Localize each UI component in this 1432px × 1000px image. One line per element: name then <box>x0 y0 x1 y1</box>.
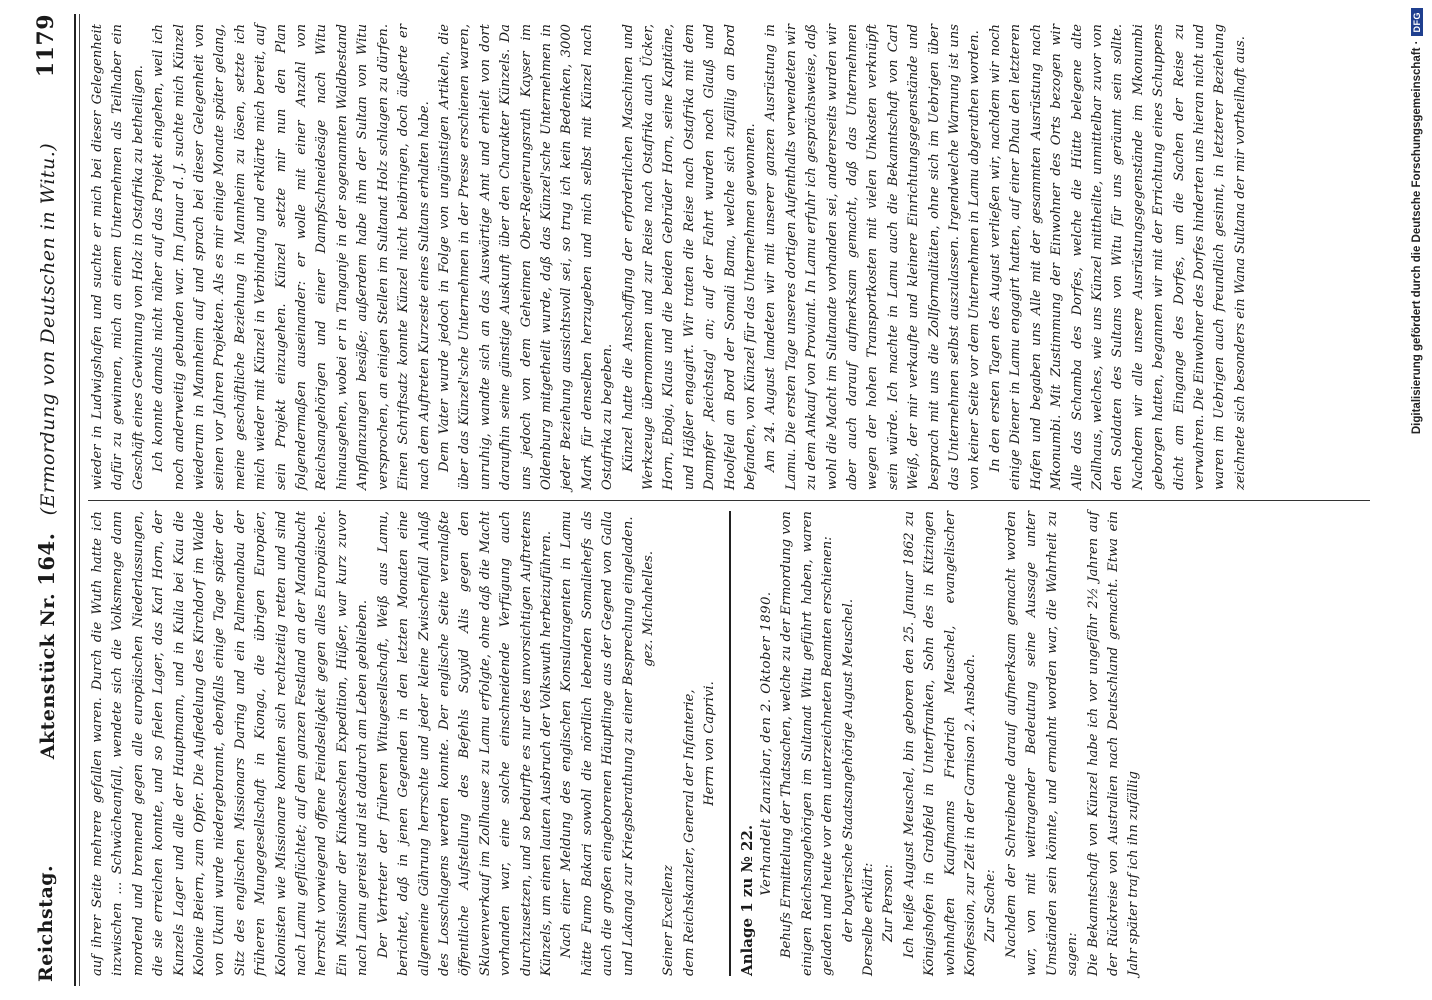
recipient-line: Herrn von Caprivi. <box>702 681 718 806</box>
recipient-line: dem Reichskanzler, General der Infanterie, <box>681 689 697 976</box>
sidebar-text-wrap <box>1406 0 1428 1000</box>
left-paragraph: auf ihrer Seite mehrere gefallen waren. Durch die Wuth hatte ich inzwischen … Schwächeanfall, wendete sich die Volksmenge dann mordend und brennend gegen alle europäischen Niederlassungen, die sie erreichen konnte, und so fielen Lager, das Karl Horn, der Kunzels Lager und alle der Hauptmann, und in Kulia bei Kau die Kolonie Beiern, zum Opfer. Die Aufiedelung des Kirchdorf im Walde von Ukuni wurde niedergebrannt, ebenfalls einige Tage später der Sitz des englischen Missionars Daring und ein Palmenanbau der früheren Mungegesellschaft in Kionga, die übrigen Europäer, Kolonisten wie Missionare konnten sich rechtzeitig retten und sind nach Lamu geflüchtet; auf dem ganzen Festland an der Mandabucht herrscht vorwiegend offene Feindseligkeit gegen alles Europäische. Ein Missionar der Kinakeschen Expedition, Hüßer, war kurz zuvor nach Lamu gereist und ist dadurch am Leben geblieben. <box>90 511 371 976</box>
header-rule <box>74 14 76 986</box>
header-center-number: 164. <box>33 532 59 586</box>
body-paragraph: Nachdem der Schreibende darauf aufmerksam gemacht worden war, von mit weitragender Bedeutung seine Aussage unter Umständen sein könnte, und ermahnt worden war, die Wahrheit zu sagen: <box>1003 511 1081 976</box>
place-date: Verhandelt Zanzibar, den 2. Oktober 1890. <box>759 591 774 896</box>
header-center-paren: (Ermordung von Deutschen in Witu.) <box>36 142 59 516</box>
left-paragraph: Der Vertreter der früheren Witugesellschaft, Weiß aus Lamu, berichtet, daß in jenen Gegenden in den letzten Monaten eine allgemeine Gährung herrschte und jeder kleine Zwischenfall Anlaß des Losschlagens werden konnte. Der englische Seite veranlaßte öffentliche Aufstellung des Befehls Sayyid Alis gegen den Sklavenverkauf im Zollhause zu Lamu erfolgte, ohne daß die Macht vorhanden war, eine solche einschneidende Verfügung auch durchzusetzen, und so bedurfte es nur des unvorsichtigen Auftretens Künzels, um einen lauten Ausbruch der Volkswuth herbeizuführen. <box>375 511 554 976</box>
digitization-sidebar <box>1406 0 1428 1000</box>
header-left: Reichstag. <box>35 864 57 982</box>
right-paragraph: In den ersten Tagen des August verließen wir, nachdem wir noch einige Diener in Lamu engagirt hatten, auf einer Dhau den letzteren Hafen und begaben uns Alle mit der gesammten Ausrüstung nach Mkonumbi. Mit Zustimmung der Einwohner des Orts bezogen wir Alle das Schamba des Dorfes, welche die Hütte belegene alte Zollhaus, welches, wie uns Künzel mittheilte, unmittelbar zuvor von den Soldaten des Sultans von Witu für uns geräumt sein sollte. Nachdem wir alle unsere Ausrüstungsgegenstände im Mkonumbi geborgen hatten, begannen wir mit der Errichtung eines Schuppens dicht am Eingange des Dorfes, um die Sachen der Reise zu verwahren. Die Einwohner des Dorfes hinderten uns hieran nicht und waren im Uebrigen auch freundlich gesinnt, in letzterer Beziehung zeichnete sich besonders ein Wana Sultana der mir vortheilhaft aus. <box>987 24 1248 490</box>
left-column <box>88 500 1370 986</box>
body-paragraph: Ich heiße August Meuschel, bin geboren den 25. Januar 1862 zu Königshofen in Grabfeld in Unterfranken, Sohn des in Kitzingen wohnhaften Kaufmanns Friedrich Meuschel, evangelischer Konfession, zur Zeit in der Garnison 2. Ansbach. <box>901 511 979 976</box>
page-number: 1179 <box>33 14 59 78</box>
right-paragraph: Am 24. August landeten wir mit unserer ganzen Ausrüstung in Lamu. Die ersten Tage unseres dortigen Aufenthalts verwendeten wir zu dem Ankauf von Proviant. In Lamu erfuhr ich gesprächsweise, daß wohl die Macht im Sultanate vorhanden sei, andererseits wurden wir aber auch darauf aufmerksam gemacht, daß das Unternehmen wegen der hohen Transportkosten mit vielen Unkosten verknüpft sein würde. Ich machte in Lamu auch die Bekanntschaft von Carl Weiß, der mir verkaufte und kleinere Einrichtungsgegenstände und besprach mit uns die Zollformalitäten, ohne sich im Uebrigen über das Unternehmen selbst auszulassen. Irgendwelche Warnung ist uns von keiner Seite vor dem Unternehmen in Lamu abgerathen worden. <box>763 24 983 490</box>
right-paragraph: wieder in Ludwigshafen und suchte er mich bei dieser Gelegenheit dafür zu gewinnen, mich an einem Unternehmen als Teilhaber ein Geschäft eines Gewinnung von Holz in Ostafrika zu betheiligen. <box>90 24 146 490</box>
sidebar-text: Digitalisierung gefördert durch die Deutsche Forschungsgemeinschaft · <box>1411 40 1423 435</box>
right-column <box>88 14 1370 500</box>
text-columns <box>88 14 1370 986</box>
left-paragraph: Nach einer Meldung des englischen Konsularagenten in Lamu hätte Fumo Bakari sowohl die nördlich lebenden Somaliehefs als auch die großen eingeborenen Häuptlinge aus der Gegend von Galla und Lakanga zur Kriegsberathung zu einer Besprechung eingeladen. <box>559 511 636 976</box>
recipient-line: Seiner Excellenz <box>661 865 677 976</box>
header-center <box>34 77 59 865</box>
page-header <box>20 14 72 982</box>
header-rule-thin <box>79 14 80 986</box>
signature: gez. Michahelles. <box>640 551 656 667</box>
right-paragraph: Dem Vater wurde jedoch in Folge von ungünstigen Artikeln, die über das Künzel'sche Unternehmen in der Presse erschienen waren, unruhig, wandte sich an das Auswärtige Amt und erhielt von dort daraufhin seine günstige Auskunft über den Charakter Künzels. Da uns jedoch von dem Geheimen Ober-Regierungsrath Kayser im Oldenburg mitgetheilt wurde, daß das Künzel'sche Unternehmen in jeder Beziehung aussichtsvoll sei, so trug ich kein Bedenken, 3000 Mark für denselben herzugeben und mich selbst mit Künzel nach Ostafrika zu begeben. <box>436 24 616 490</box>
body-line: Zur Sache: <box>983 869 999 942</box>
section-rule <box>729 511 731 976</box>
body-line: der bayerische Staatsangehörige August Meuschel. <box>840 598 856 942</box>
body-line: Derselbe erklärt: <box>861 862 877 976</box>
header-center-label: Aktenstück Nr. <box>36 592 59 760</box>
body-paragraph: Die Bekanntschaft von Künzel habe ich vor ungefähr 2½ Jahren auf der Rückreise von Australien nach Deutschland gemacht. Etwa ein Jahr später traf ich ihn zufällig <box>1085 511 1142 976</box>
body-line: Zur Person: <box>881 864 897 942</box>
body-paragraph: Behufs Ermittelung der Thatsachen, welche zu der Ermordung von einigen Reichsangehörigen im Sultanat Witu geführt haben, waren geladen und heute vor dem unterzeichneten Beamten erschienen: <box>779 511 836 976</box>
right-paragraph: Künzel hatte die Anschaffung der erforderlichen Maschinen und Werkzeuge übernommen und zur Reise nach Ostafrika auch Ücker, Horn, Eboja, Klaus und die beiden Gebrüder Horn, seine Kapitäne, und Häßler engagirt. Wir traten die Reise nach Ostafrika mit dem Dampfer ‚Reichstag' an; auf der Fahrt wurden noch Glauß und Hoolfeld an Bord der Somali Bama, welche sich zufällig an Bord befanden, von Künzel für das Unternehmen gewonnen. <box>620 24 758 490</box>
anlage-title: Anlage 1 zu № 22. <box>737 824 756 976</box>
right-paragraph: Ich konnte damals nicht näher auf das Projekt eingehen, weil ich noch anderweitig gebunden war. Im Januar d. J. suchte mich Künzel wiederum in Mannheim auf und sprach bei dieser Gelegenheit von seinen vor Jahren Projekten. Als es mir einige Monate später gelang, meine geschäftliche Beziehung in Mannheim zu lösen, setzte ich mich wieder mit Künzel in Verbindung und erklärte mich bereit, auf sein Projekt einzugehen. Künzel setzte mir nun den Plan folgendermaßen auseinander: er wolle mit einer Anzahl von Reichsangehörigen und einer Dampfschneidesäge nach Witu hinausgehen, wobei er in Tanganje in der sogenannten Waldbestand Anpflanzungen besäße; außerdem habe ihm der Sultan von Witu versprochen, an einigen Stellen im Sultanat Holz schlagen zu dürfen. Einen Schriftsatz konnte Künzel nicht beibringen, doch äußerte er nach dem Auftreten Kurzeste eines Sultans erhalten habe. <box>151 24 432 490</box>
dfg-logo: DFG <box>1411 8 1423 37</box>
